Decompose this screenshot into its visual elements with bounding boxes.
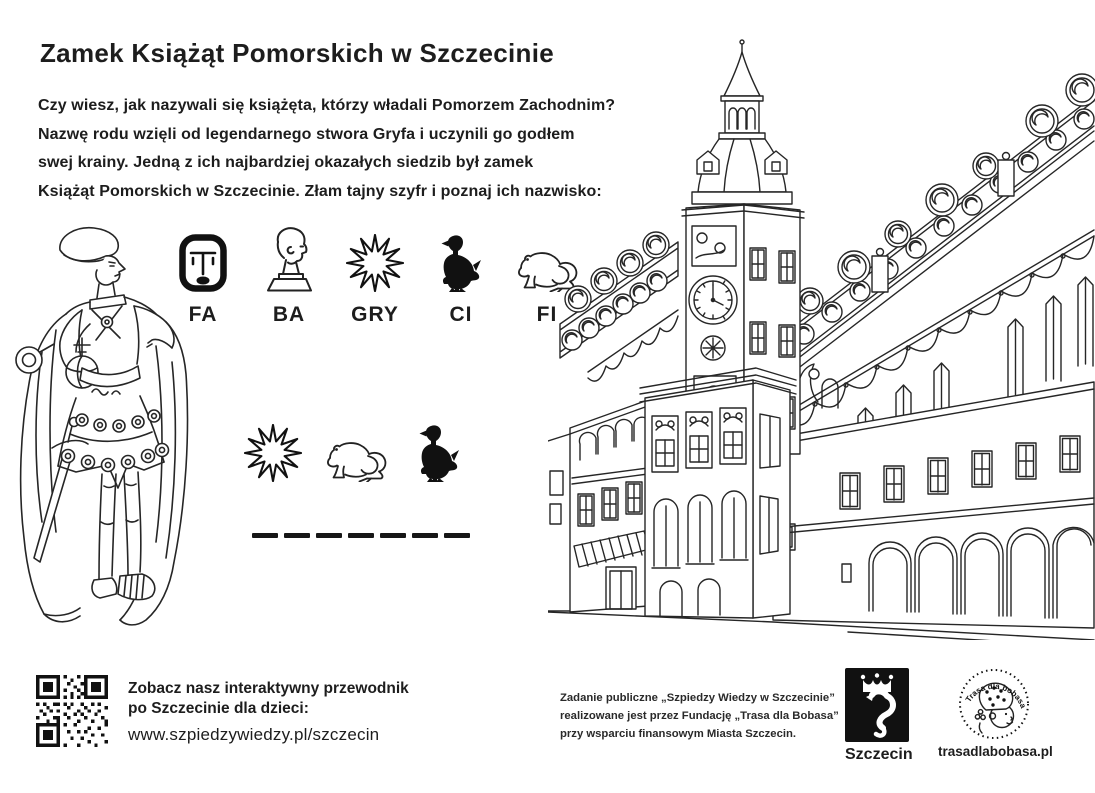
star-icon (340, 226, 410, 292)
castle-illustration (548, 26, 1095, 640)
answer-blank (444, 533, 470, 538)
duck-icon (426, 226, 496, 292)
cipher-syllable: GRY (351, 303, 399, 326)
guide-text (128, 679, 409, 745)
szczecin-logo (845, 668, 909, 742)
bust-icon (254, 226, 324, 292)
page-title: Zamek Książąt Pomorskich w Szczecinie (40, 38, 554, 68)
cipher-puzzle (240, 418, 472, 482)
answer-blank (348, 533, 374, 538)
cipher-key-item (340, 226, 410, 327)
bobasa-circle-text: Trasa dla bobasa (963, 681, 1028, 710)
duke-illustration (6, 222, 238, 642)
answer-blank (412, 533, 438, 538)
intro-line: Nazwę rodu wzięli od legendarnego stwora Gryfa i uczynili go godłem (38, 125, 575, 143)
star-icon (240, 416, 306, 482)
guide-line: po Szczecinie dla dzieci: (128, 700, 309, 717)
intro-line: swej krainy. Jedną z ich najbardziej okazałych siedzib był zamek (38, 154, 534, 172)
cipher-syllable: FI (536, 303, 558, 326)
cipher-key-item (426, 226, 496, 327)
intro-line: Książąt Pomorskich w Szczecinie. Złam tajny szyfr i poznaj ich nazwisko: (38, 182, 602, 200)
answer-blank (252, 533, 278, 538)
credit-line: Zadanie publiczne „Szpiedzy Wiedzy w Szczecinie” (560, 692, 835, 704)
credit-line: realizowane jest przez Fundację „Trasa dla Bobasa” (560, 710, 839, 722)
guide-line: Zobacz nasz interaktywny przewodnik (128, 680, 409, 697)
bobasa-logo (956, 666, 1032, 742)
cipher-syllable: CI (449, 303, 473, 326)
guide-url: www.szpiedzywiedzy.pl/szczecin (128, 725, 380, 744)
answer-blank (380, 533, 406, 538)
cipher-key-item (254, 226, 324, 327)
answer-blank (284, 533, 310, 538)
credit-line: przy wsparciu finansowym Miasta Szczecin. (560, 728, 797, 740)
intro-text (38, 92, 615, 206)
qr-code (36, 674, 108, 748)
szczecin-logo-label: Szczecin (845, 746, 913, 763)
frog-icon (323, 416, 389, 482)
credit-text (560, 689, 839, 743)
answer-blank (316, 533, 342, 538)
duck-icon (406, 416, 472, 482)
bobasa-logo-label: trasadlabobasa.pl (938, 744, 1053, 759)
cipher-syllable: BA (272, 303, 306, 326)
cipher-syllable: FA (188, 303, 218, 326)
intro-line: Czy wiesz, jak nazywali się książęta, którzy władali Pomorzem Zachodnim? (38, 97, 616, 114)
answer-blanks (252, 533, 470, 538)
